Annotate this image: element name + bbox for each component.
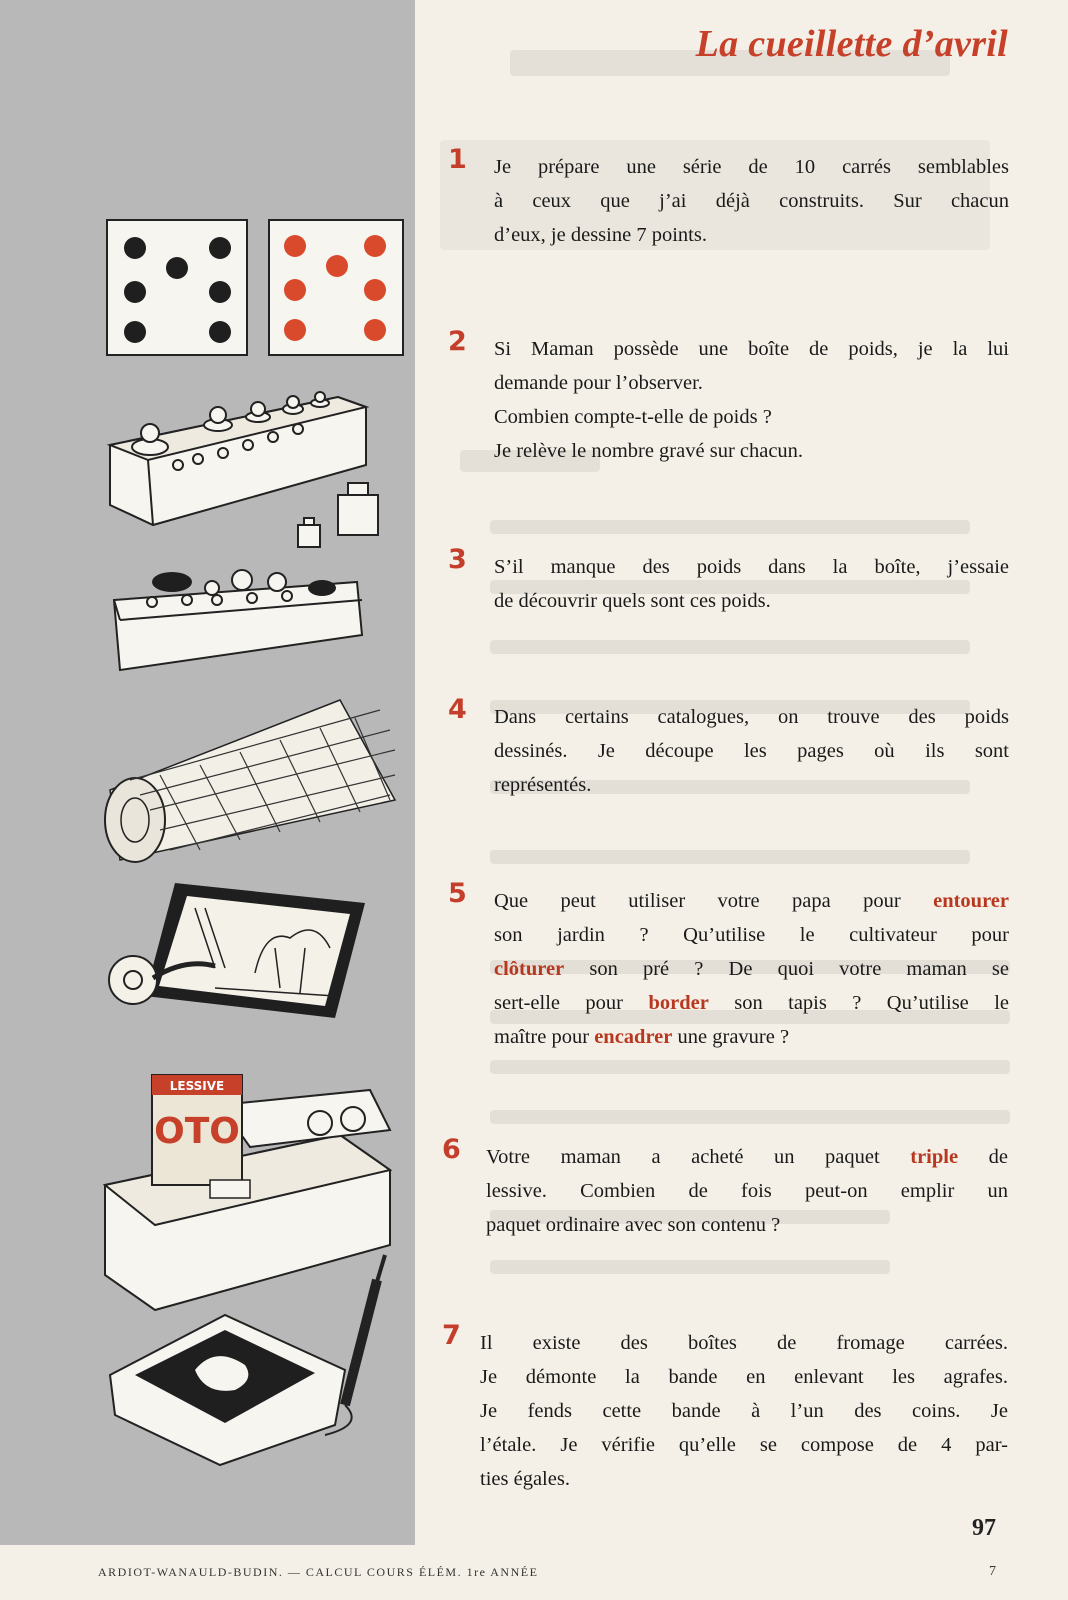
text-line: sert-elle pour border son tapis ? Qu’utilise le [494, 992, 1009, 1014]
exercise-text [494, 550, 1009, 618]
text-line: Il existe des boîtes de fromage carrées. [480, 1332, 1008, 1354]
text-line: à ceux que j’ai déjà construits. Sur chacun [494, 190, 1009, 212]
svg-text:LESSIVE: LESSIVE [169, 1079, 225, 1093]
exercise-number: 2 [448, 326, 467, 357]
page-number: 97 [972, 1515, 996, 1541]
text-line: de découvrir quels sont ces poids. [494, 590, 771, 612]
text-line: ties égales. [480, 1468, 570, 1490]
text-line: Dans certains catalogues, on trouve des poids [494, 706, 1009, 728]
page-title: La cueillette d’avril [695, 23, 1008, 65]
text-line: paquet ordinaire avec son contenu ? [486, 1214, 781, 1236]
svg-text:OTO: OTO [154, 1111, 240, 1152]
text-line: clôturer son pré ? De quoi votre maman se [494, 958, 1009, 980]
text-line: Je prépare une série de 10 carrés semblables [494, 156, 1009, 178]
text-line: maître pour encadrer une gravure ? [494, 1026, 790, 1048]
text-line: Que peut utiliser votre papa pour entourer [494, 890, 1009, 912]
text-line: l’étale. Je vérifie qu’elle se compose de 4 par- [480, 1434, 1008, 1456]
exercise-text [480, 1326, 1008, 1496]
exercise-number: 1 [448, 144, 467, 175]
text-line: Je relève le nombre gravé sur chacun. [494, 440, 804, 462]
exercise-number: 6 [442, 1134, 461, 1165]
text-line: Votre maman a acheté un paquet triple de [486, 1146, 1008, 1168]
highlight-word: triple [910, 1146, 959, 1168]
exercise-number: 5 [448, 878, 467, 909]
cheese-box-illustration [105, 1255, 395, 1475]
exercise-text [494, 884, 1009, 1054]
framed-picture-illustration [105, 878, 395, 1028]
exercise-number: 7 [442, 1320, 461, 1351]
wire-mesh-roll-illustration [90, 690, 410, 865]
weights-box-illustration [108, 385, 398, 560]
highlight-word: border [648, 992, 709, 1014]
footer-signature-number: 7 [989, 1564, 996, 1579]
text-line: demande pour l’observer. [494, 372, 703, 394]
text-line: Combien compte-t-elle de poids ? [494, 406, 772, 428]
weights-box-missing-illustration [112, 560, 372, 680]
text-line: Je démonte la bande en enlevant les agrafes. [480, 1366, 1008, 1388]
text-line: S’il manque des poids dans la boîte, j’essaie [494, 556, 1009, 578]
exercise-text [486, 1140, 1008, 1242]
highlight-word: encadrer [594, 1026, 673, 1048]
exercise-text [494, 150, 1009, 252]
text-line: Si Maman possède une boîte de poids, je la lui [494, 338, 1009, 360]
footer-credits: ARDIOT-WANAULD-BUDIN. — CALCUL COURS ÉLÉM. 1re ANNÉE [98, 1565, 539, 1579]
text-line: d’eux, je dessine 7 points. [494, 224, 707, 246]
exercise-number: 3 [448, 544, 467, 575]
text-line: représentés. [494, 774, 592, 796]
text-line: Je fends cette bande à l’un des coins. Je [480, 1400, 1008, 1422]
highlight-word: entourer [933, 890, 1009, 912]
dice-squares-illustration [105, 218, 405, 358]
highlight-word: clôturer [494, 958, 565, 980]
text-line: lessive. Combien de fois peut-on emplir un [486, 1180, 1008, 1202]
exercise-text [494, 332, 1009, 468]
exercise-text [494, 700, 1009, 802]
text-line: son jardin ? Qu’utilise le cultivateur pour [494, 924, 1009, 946]
text-line: dessinés. Je découpe les pages où ils sont [494, 740, 1009, 762]
exercise-number: 4 [448, 694, 467, 725]
